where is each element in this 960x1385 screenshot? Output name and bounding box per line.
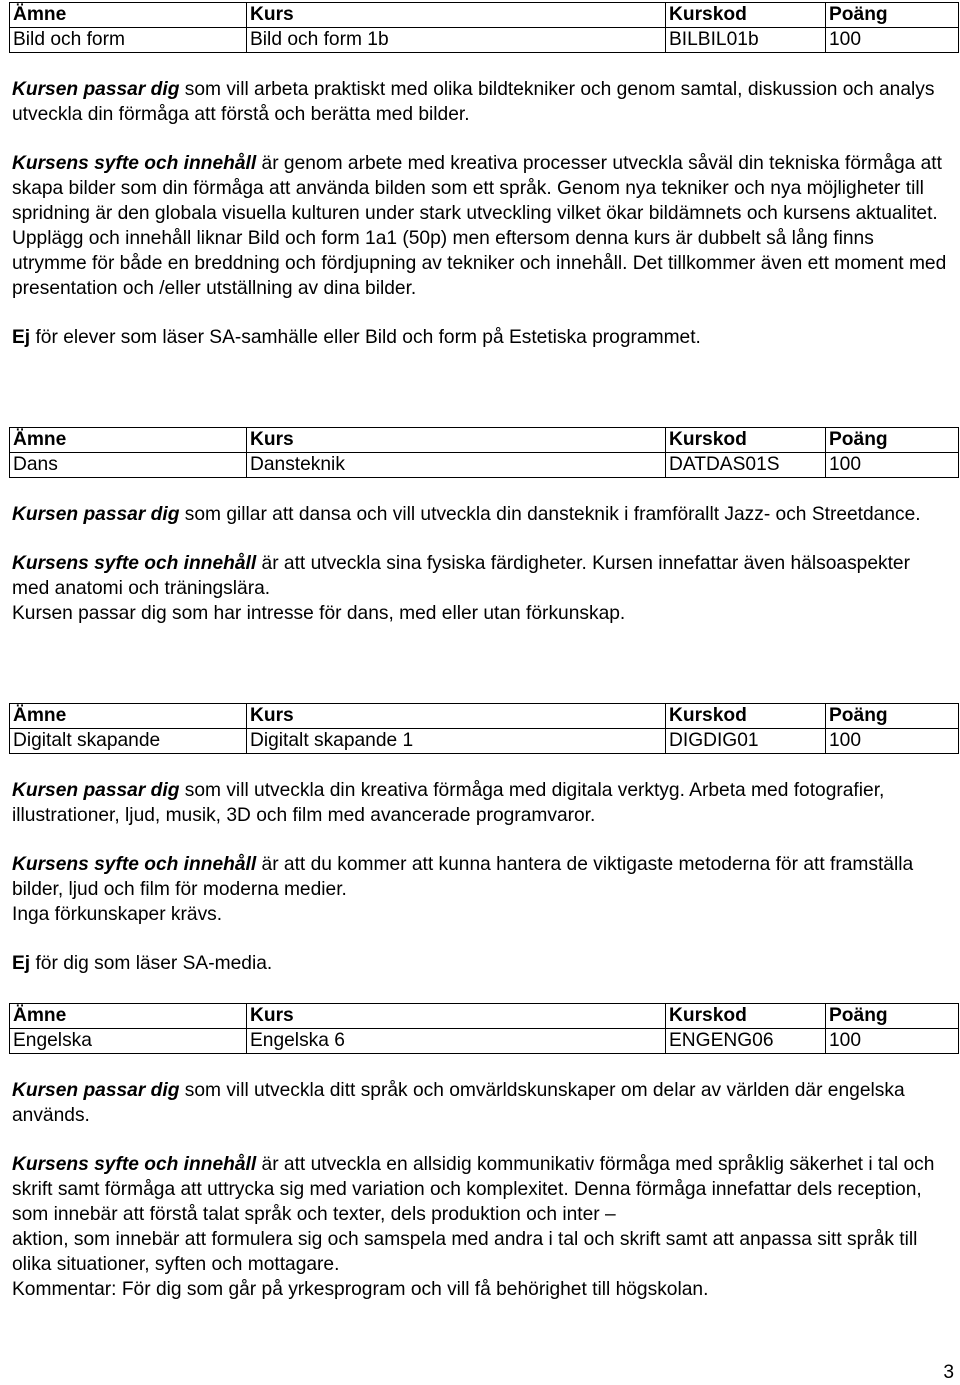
header-code: Kurskod (666, 704, 826, 729)
course-bild-och-form (9, 2, 959, 350)
cell-code: BILBIL01b (666, 28, 826, 53)
table-header-row (10, 704, 959, 729)
header-code: Kurskod (666, 1004, 826, 1029)
header-course: Kurs (247, 704, 666, 729)
cell-subject: Digitalt skapande (10, 729, 247, 754)
table-row (10, 1029, 959, 1054)
cell-points: 100 (826, 28, 959, 53)
cell-code: DIGDIG01 (666, 729, 826, 754)
table-row (10, 453, 959, 478)
cell-course: Engelska 6 (247, 1029, 666, 1054)
page-number: 3 (943, 1362, 954, 1383)
header-course: Kurs (247, 428, 666, 453)
cell-course: Digitalt skapande 1 (247, 729, 666, 754)
course-table (9, 2, 959, 53)
course-dans (9, 427, 959, 626)
header-code: Kurskod (666, 3, 826, 28)
paragraph-purpose: Kursens syfte och innehåll är att utveckla sina fysiska färdigheter. Kursen innefattar även hälsoaspekter med anatomi och träningslära. (12, 553, 910, 599)
paragraph-comment: Kommentar: För dig som går på yrkesprogram och vill få behörighet till högskolan. (12, 1279, 709, 1300)
table-header-row (10, 428, 959, 453)
paragraph-target: Kursen passar dig som vill utveckla din kreativa förmåga med digitala verktyg. Arbeta med fotografier, illustrationer, ljud, musik, 3D och film med avancerade programvaror. (12, 780, 885, 826)
cell-code: ENGENG06 (666, 1029, 826, 1054)
cell-subject: Engelska (10, 1029, 247, 1054)
paragraph-target: Kursen passar dig som vill arbeta praktiskt med olika bildtekniker och genom samtal, diskussion och analys utveckla din förmåga att förstå och berätta med bilder. (12, 79, 935, 125)
course-engelska (9, 1003, 959, 1302)
course-table (9, 703, 959, 754)
header-subject: Ämne (10, 3, 247, 28)
cell-code: DATDAS01S (666, 453, 826, 478)
paragraph-note: Ej för dig som läser SA-media. (12, 953, 273, 974)
paragraph-purpose: Kursens syfte och innehåll är genom arbete med kreativa processer utveckla såväl din tekniska förmåga att skapa bilder som din förmåga att använda bilden som ett språk. Genom nya tekniker och nya möjligheter till spridning är den globala visuella kulturen under stark utveckling vilket ökar bildämnets och kursens aktualitet. (12, 153, 942, 224)
paragraph-target: Kursen passar dig som vill utveckla ditt språk och omvärldskunskaper om delar av världen där engelska används. (12, 1080, 905, 1126)
cell-subject: Bild och form (10, 28, 247, 53)
paragraph-content: Kursen passar dig som har intresse för dans, med eller utan förkunskap. (12, 603, 626, 624)
paragraph-target: Kursen passar dig som gillar att dansa och vill utveckla din dansteknik i framförallt Jazz- och Streetdance. (12, 504, 921, 525)
table-header-row (10, 1004, 959, 1029)
header-subject: Ämne (10, 1004, 247, 1029)
header-points: Poäng (826, 3, 959, 28)
course-table (9, 1003, 959, 1054)
header-points: Poäng (826, 704, 959, 729)
paragraph-content: Upplägg och innehåll liknar Bild och form 1a1 (50p) men eftersom denna kurs är dubbelt så lång finns utrymme för både en breddning och fördjupning av tekniker och innehåll. Det tillkommer även ett moment med presentation och /eller utställning av dina bilder. (12, 228, 947, 299)
header-code: Kurskod (666, 428, 826, 453)
header-points: Poäng (826, 428, 959, 453)
table-row (10, 28, 959, 53)
header-subject: Ämne (10, 428, 247, 453)
cell-points: 100 (826, 1029, 959, 1054)
table-row (10, 729, 959, 754)
header-subject: Ämne (10, 704, 247, 729)
header-course: Kurs (247, 1004, 666, 1029)
paragraph-purpose-continued: aktion, som innebär att formulera sig och samspela med andra i tal och skrift samt att anpassa sitt språk till olika situationer, syften och mottagare. (12, 1229, 918, 1275)
header-points: Poäng (826, 1004, 959, 1029)
course-table (9, 427, 959, 478)
header-course: Kurs (247, 3, 666, 28)
cell-points: 100 (826, 729, 959, 754)
table-header-row (10, 3, 959, 28)
cell-subject: Dans (10, 453, 247, 478)
paragraph-content: Inga förkunskaper krävs. (12, 904, 223, 925)
cell-course: Dansteknik (247, 453, 666, 478)
paragraph-purpose: Kursens syfte och innehåll är att utveckla en allsidig kommunikativ förmåga med språklig säkerhet i tal och skrift samt förmåga att uttrycka sig med variation och komplexitet. Denna förmåga innefattar dels reception, som innebär att förstå talat språk och texter, dels produktion och inter – (12, 1154, 935, 1225)
paragraph-note: Ej för elever som läser SA-samhälle eller Bild och form på Estetiska programmet. (12, 327, 701, 348)
cell-points: 100 (826, 453, 959, 478)
paragraph-purpose: Kursens syfte och innehåll är att du kommer att kunna hantera de viktigaste metoderna för att framställa bilder, ljud och film för moderna medier. (12, 854, 914, 900)
course-digitalt-skapande (9, 703, 959, 976)
cell-course: Bild och form 1b (247, 28, 666, 53)
